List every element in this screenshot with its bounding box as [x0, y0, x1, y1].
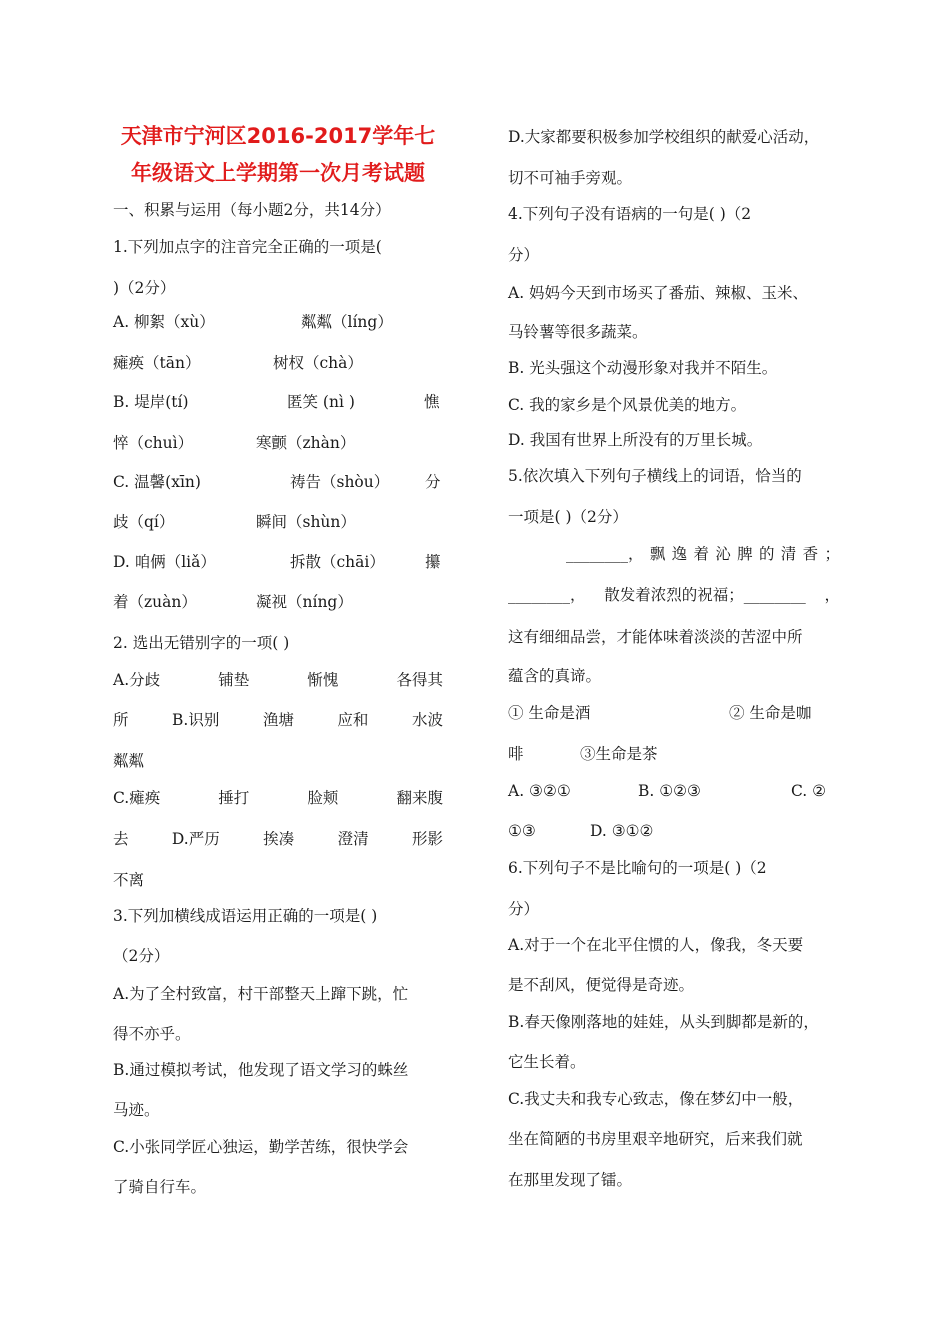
doc-title-line1: 天津市宁河区2016-2017学年七: [120, 124, 436, 148]
q5-l2-item: ，: [824, 586, 840, 604]
q1-c-part2: 祷告（shòu）: [290, 473, 390, 491]
q1-option-a: [113, 310, 443, 334]
q2-l1-item: A.分歧: [113, 671, 161, 689]
q1-stem: 1.下列加点字的注音完全正确的一项是(: [113, 238, 382, 256]
q2-l4-item: 脸颊: [307, 789, 339, 807]
q5-l1-item: ；: [824, 545, 840, 563]
q5-option-3: ③生命是茶: [580, 745, 658, 763]
q2-l4-item: 翻来腹: [396, 789, 443, 807]
q1-option-b: [113, 390, 443, 414]
q4-stem-cont: 分）: [508, 246, 540, 264]
q2-line2: [113, 708, 443, 732]
q1-a-part3: 瘫痪（tān）: [113, 354, 201, 372]
q1-b-part5: 寒颤（zhàn）: [256, 434, 356, 452]
q5-option-1: ① 生命是酒: [508, 704, 591, 722]
q6-option-b-cont: 它生长着。: [508, 1053, 586, 1071]
q6-option-c-cont2: 在那里发现了镭。: [508, 1171, 633, 1189]
q2-line4: [113, 786, 443, 810]
q3-option-b: B.通过模拟考试，他发现了语文学习的蛛丝: [113, 1061, 409, 1079]
q1-d-part1: D. 咱俩（liǎ）: [113, 553, 216, 571]
q5-l1-item: 着: [693, 545, 709, 563]
q2-l1-item: 铺垫: [218, 671, 250, 689]
q5-answer-a: A. ③②①: [508, 782, 571, 800]
q5-l1-item: 沁: [715, 545, 731, 563]
q2-line1: [113, 668, 443, 692]
q5-answers: [508, 779, 840, 803]
q1-b-part3: 憔: [424, 393, 440, 411]
q5-options-cont: [508, 742, 840, 766]
q6-stem: 6.下列句子不是比喻句的一项是( )（2: [508, 859, 767, 877]
q4-option-b: B. 光头强这个动漫形象对我并不陌生。: [508, 359, 778, 377]
q2-l5-item: 挨凑: [263, 830, 295, 848]
q6-option-a: A.对于一个在北平住惯的人，像我，冬天要: [508, 936, 804, 954]
q3-stem-cont: （2分）: [113, 947, 170, 965]
q2-l5-item: 形影: [411, 830, 443, 848]
q2-l2-item: 应和: [337, 711, 369, 729]
q4-option-a: A. 妈妈今天到市场买了番茄、辣椒、玉米、: [508, 284, 809, 302]
q6-option-a-cont: 是不刮风，便觉得是奇迹。: [508, 976, 695, 994]
q2-l5-item: 澄清: [337, 830, 369, 848]
q4-option-c: C. 我的家乡是个风景优美的地方。: [508, 396, 747, 414]
q5-l1-item: 脾: [737, 545, 753, 563]
q1-option-d: [113, 550, 443, 574]
q5-answer-c: C. ②: [791, 782, 827, 800]
q1-option-c-cont: [113, 510, 443, 534]
q1-c-part1: C. 温馨(xīn): [113, 473, 201, 491]
q1-option-a-cont: [113, 351, 443, 375]
q5-l1-item: ________，: [566, 545, 644, 563]
q2-l5-item: D.严历: [171, 830, 220, 848]
q2-l1-item: 各得其: [396, 671, 443, 689]
q5-options: [508, 701, 840, 725]
q5-option-2: ② 生命是咖: [729, 704, 812, 722]
q3-stem: 3.下列加横线成语运用正确的一项是( ): [113, 907, 378, 925]
q3-option-a-cont: 得不亦乎。: [113, 1025, 191, 1043]
q4-stem: 4.下列句子没有语病的一句是( )（2: [508, 205, 752, 223]
q1-b-part2: 匿笑 (nì ): [287, 393, 355, 411]
q2-l2-item: B.识别: [172, 711, 220, 729]
q2-line6: 不离: [113, 871, 145, 889]
q5-answer-b: B. ①②③: [638, 782, 701, 800]
doc-title-line2: 年级语文上学期第一次月考试题: [131, 161, 425, 185]
q1-c-part4: 歧（qí）: [113, 513, 175, 531]
q1-a-part2: 粼粼（líng）: [301, 313, 393, 331]
q5-l1-item: 清: [780, 545, 797, 563]
q2-l2-item: 渔塘: [262, 711, 294, 729]
q5-line1: [566, 542, 840, 566]
q3-option-d: D.大家都要积极参加学校组织的献爱心活动，: [508, 128, 820, 146]
section-heading: 一、积累与运用（每小题2分，共14分）: [113, 201, 391, 219]
q5-answers-cont: ①③ D. ③①②: [508, 822, 654, 840]
q2-l5-item: 去: [113, 830, 129, 848]
q6-option-c-cont: 坐在简陋的书房里艰辛地研究，后来我们就: [508, 1130, 803, 1148]
q5-l1-item: 的: [758, 545, 775, 563]
q6-stem-cont: 分）: [508, 900, 540, 918]
q2-l2-item: 所: [113, 711, 129, 729]
q5-l1-item: 香: [802, 545, 819, 563]
q1-d-part5: 凝视（níng）: [256, 593, 353, 611]
q2-line3: 粼粼: [113, 752, 145, 770]
q3-option-c-cont: 了骑自行车。: [113, 1178, 207, 1196]
q6-option-b: B.春天像刚落地的娃娃，从头到脚都是新的，: [508, 1013, 819, 1031]
q3-option-c: C.小张同学匠心独运，勤学苦练，很快学会: [113, 1138, 409, 1156]
q4-option-a-cont: 马铃薯等很多蔬菜。: [508, 323, 648, 341]
q4-option-d: D. 我国有世界上所没有的万里长城。: [508, 431, 763, 449]
q5-stem-cont: 一项是( )（2分）: [508, 508, 628, 526]
q6-option-c: C.我丈夫和我专心致志，像在梦幻中一般，: [508, 1090, 804, 1108]
q5-l1-item: 逸: [671, 545, 688, 563]
q5-stem: 5.依次填入下列句子横线上的词语，恰当的: [508, 467, 802, 485]
q2-l2-item: 水波: [411, 711, 443, 729]
q1-d-part4: 着（zuàn）: [113, 593, 197, 611]
q1-a-part1: A. 柳絮（xù）: [113, 313, 215, 331]
q1-c-part3: 分: [425, 473, 441, 491]
q1-b-part4: 悴（chuì）: [113, 434, 194, 452]
q5-l2-item: ________，: [508, 586, 586, 604]
q3-option-b-cont: 马迹。: [113, 1101, 160, 1119]
q5-line3: 这有细细品尝，才能体味着淡淡的苦涩中所: [508, 628, 803, 646]
q5-l2-item: 散发着浓烈的祝福；________: [604, 586, 806, 604]
q1-option-d-cont: [113, 590, 443, 614]
q5-l1-item: 飘: [649, 545, 666, 563]
q1-b-part1: B. 堤岸(tí): [113, 393, 189, 411]
q2-l1-item: 惭愧: [307, 671, 339, 689]
q2-stem: 2. 选出无错别字的一项( ): [113, 634, 290, 652]
q3-option-d-cont: 切不可袖手旁观。: [508, 169, 633, 187]
q2-line5: [113, 827, 443, 851]
q2-l4-item: C.瘫痪: [113, 789, 161, 807]
q1-c-part5: 瞬间（shùn）: [256, 513, 356, 531]
q1-stem-cont: )（2分）: [113, 279, 176, 297]
q1-a-part4: 树杈（chà）: [273, 354, 363, 372]
q2-l4-item: 捶打: [218, 789, 250, 807]
q5-line2: [508, 583, 840, 607]
q1-option-c: [113, 470, 443, 494]
q5-line4: 蕴含的真谛。: [508, 667, 602, 685]
q1-d-part3: 攥: [425, 553, 441, 571]
q1-option-b-cont: [113, 431, 443, 455]
q1-d-part2: 拆散（chāi）: [290, 553, 385, 571]
q3-option-a: A.为了全村致富，村干部整天上蹿下跳，忙: [113, 985, 409, 1003]
q5-option-2-cont: 啡: [508, 745, 524, 763]
